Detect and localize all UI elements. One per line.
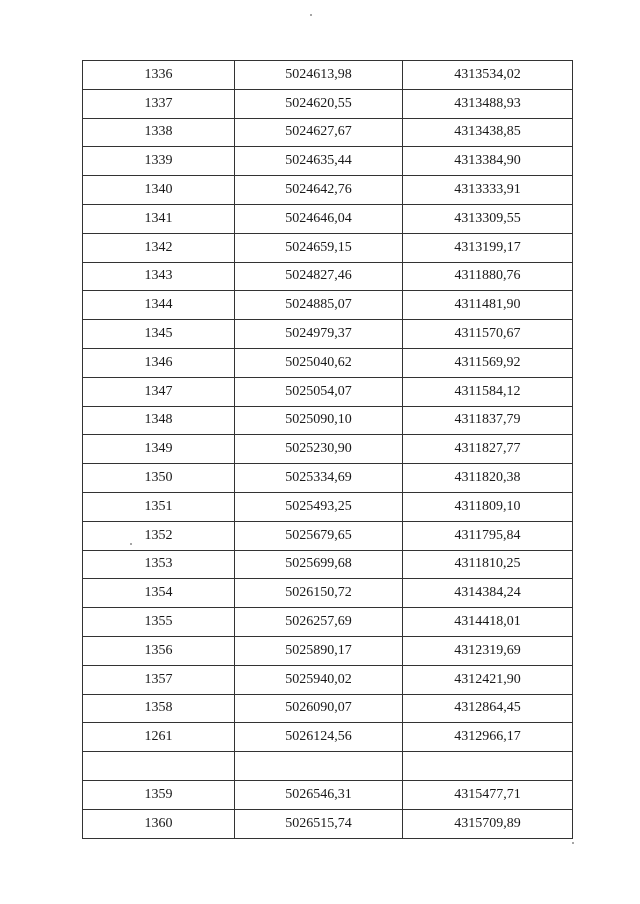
x-coordinate-cell: 5024627,67 bbox=[235, 118, 403, 147]
point-number-cell: 1338 bbox=[83, 118, 235, 147]
point-number-cell: 1352 bbox=[83, 521, 235, 550]
point-number-cell: 1346 bbox=[83, 348, 235, 377]
x-coordinate-cell: 5025090,10 bbox=[235, 406, 403, 435]
x-coordinate-cell: 5024620,55 bbox=[235, 89, 403, 118]
point-number-cell: 1354 bbox=[83, 579, 235, 608]
table-row bbox=[83, 521, 573, 550]
y-coordinate-cell: 4311570,67 bbox=[403, 320, 573, 349]
table-row bbox=[83, 492, 573, 521]
x-coordinate-cell: 5026124,56 bbox=[235, 723, 403, 752]
table-row bbox=[83, 233, 573, 262]
point-number-cell: 1351 bbox=[83, 492, 235, 521]
point-number-cell: 1355 bbox=[83, 608, 235, 637]
y-coordinate-cell: 4312319,69 bbox=[403, 636, 573, 665]
y-coordinate-cell: 4315477,71 bbox=[403, 781, 573, 810]
y-coordinate-cell: 4311481,90 bbox=[403, 291, 573, 320]
point-number-cell: 1347 bbox=[83, 377, 235, 406]
table-row bbox=[83, 262, 573, 291]
y-coordinate-cell: 4313384,90 bbox=[403, 147, 573, 176]
table-row bbox=[83, 61, 573, 90]
y-coordinate-cell: 4312421,90 bbox=[403, 665, 573, 694]
y-coordinate-cell: 4311820,38 bbox=[403, 464, 573, 493]
y-coordinate-cell: 4311880,76 bbox=[403, 262, 573, 291]
x-coordinate-cell bbox=[235, 752, 403, 781]
point-number-cell: 1358 bbox=[83, 694, 235, 723]
y-coordinate-cell: 4311837,79 bbox=[403, 406, 573, 435]
point-number-cell: 1343 bbox=[83, 262, 235, 291]
point-number-cell: 1356 bbox=[83, 636, 235, 665]
point-number-cell: 1337 bbox=[83, 89, 235, 118]
x-coordinate-cell: 5025679,65 bbox=[235, 521, 403, 550]
table-row bbox=[83, 723, 573, 752]
x-coordinate-cell: 5024646,04 bbox=[235, 204, 403, 233]
coordinates-table-body bbox=[83, 61, 573, 839]
point-number-cell: 1341 bbox=[83, 204, 235, 233]
point-number-cell: 1261 bbox=[83, 723, 235, 752]
x-coordinate-cell: 5026150,72 bbox=[235, 579, 403, 608]
x-coordinate-cell: 5024613,98 bbox=[235, 61, 403, 90]
x-coordinate-cell: 5024635,44 bbox=[235, 147, 403, 176]
table-row bbox=[83, 665, 573, 694]
table-row bbox=[83, 118, 573, 147]
y-coordinate-cell: 4312966,17 bbox=[403, 723, 573, 752]
x-coordinate-cell: 5025230,90 bbox=[235, 435, 403, 464]
point-number-cell: 1348 bbox=[83, 406, 235, 435]
table-row bbox=[83, 435, 573, 464]
scan-speck bbox=[310, 14, 312, 16]
x-coordinate-cell: 5024979,37 bbox=[235, 320, 403, 349]
point-number-cell: 1336 bbox=[83, 61, 235, 90]
table-row bbox=[83, 89, 573, 118]
table-row bbox=[83, 176, 573, 205]
table-row bbox=[83, 809, 573, 838]
y-coordinate-cell: 4313438,85 bbox=[403, 118, 573, 147]
x-coordinate-cell: 5025890,17 bbox=[235, 636, 403, 665]
point-number-cell: 1344 bbox=[83, 291, 235, 320]
table-row bbox=[83, 550, 573, 579]
point-number-cell: 1357 bbox=[83, 665, 235, 694]
y-coordinate-cell: 4311584,12 bbox=[403, 377, 573, 406]
point-number-cell: 1359 bbox=[83, 781, 235, 810]
table-row bbox=[83, 752, 573, 781]
x-coordinate-cell: 5026546,31 bbox=[235, 781, 403, 810]
point-number-cell: 1349 bbox=[83, 435, 235, 464]
point-number-cell: 1353 bbox=[83, 550, 235, 579]
table-row bbox=[83, 348, 573, 377]
y-coordinate-cell: 4311569,92 bbox=[403, 348, 573, 377]
y-coordinate-cell: 4314384,24 bbox=[403, 579, 573, 608]
x-coordinate-cell: 5024659,15 bbox=[235, 233, 403, 262]
x-coordinate-cell: 5025040,62 bbox=[235, 348, 403, 377]
x-coordinate-cell: 5024642,76 bbox=[235, 176, 403, 205]
point-number-cell: 1342 bbox=[83, 233, 235, 262]
x-coordinate-cell: 5026257,69 bbox=[235, 608, 403, 637]
point-number-cell: 1360 bbox=[83, 809, 235, 838]
point-number-cell: 1340 bbox=[83, 176, 235, 205]
y-coordinate-cell: 4311810,25 bbox=[403, 550, 573, 579]
y-coordinate-cell: 4311795,84 bbox=[403, 521, 573, 550]
y-coordinate-cell: 4315709,89 bbox=[403, 809, 573, 838]
x-coordinate-cell: 5025493,25 bbox=[235, 492, 403, 521]
coordinates-table bbox=[82, 60, 573, 839]
y-coordinate-cell: 4311827,77 bbox=[403, 435, 573, 464]
y-coordinate-cell: 4313488,93 bbox=[403, 89, 573, 118]
table-row bbox=[83, 204, 573, 233]
point-number-cell bbox=[83, 752, 235, 781]
y-coordinate-cell: 4313199,17 bbox=[403, 233, 573, 262]
y-coordinate-cell: 4314418,01 bbox=[403, 608, 573, 637]
table-row bbox=[83, 464, 573, 493]
table-row bbox=[83, 320, 573, 349]
y-coordinate-cell: 4313333,91 bbox=[403, 176, 573, 205]
x-coordinate-cell: 5025940,02 bbox=[235, 665, 403, 694]
x-coordinate-cell: 5025334,69 bbox=[235, 464, 403, 493]
table-row bbox=[83, 694, 573, 723]
x-coordinate-cell: 5025699,68 bbox=[235, 550, 403, 579]
table-row bbox=[83, 781, 573, 810]
table-row bbox=[83, 636, 573, 665]
point-number-cell: 1350 bbox=[83, 464, 235, 493]
table-row bbox=[83, 608, 573, 637]
x-coordinate-cell: 5025054,07 bbox=[235, 377, 403, 406]
y-coordinate-cell bbox=[403, 752, 573, 781]
point-number-cell: 1345 bbox=[83, 320, 235, 349]
x-coordinate-cell: 5024885,07 bbox=[235, 291, 403, 320]
x-coordinate-cell: 5024827,46 bbox=[235, 262, 403, 291]
table-row bbox=[83, 291, 573, 320]
x-coordinate-cell: 5026090,07 bbox=[235, 694, 403, 723]
table-row bbox=[83, 147, 573, 176]
table-row bbox=[83, 579, 573, 608]
point-number-cell: 1339 bbox=[83, 147, 235, 176]
scan-speck bbox=[572, 842, 574, 844]
y-coordinate-cell: 4313309,55 bbox=[403, 204, 573, 233]
table-row bbox=[83, 377, 573, 406]
x-coordinate-cell: 5026515,74 bbox=[235, 809, 403, 838]
y-coordinate-cell: 4311809,10 bbox=[403, 492, 573, 521]
table-row bbox=[83, 406, 573, 435]
y-coordinate-cell: 4312864,45 bbox=[403, 694, 573, 723]
y-coordinate-cell: 4313534,02 bbox=[403, 61, 573, 90]
